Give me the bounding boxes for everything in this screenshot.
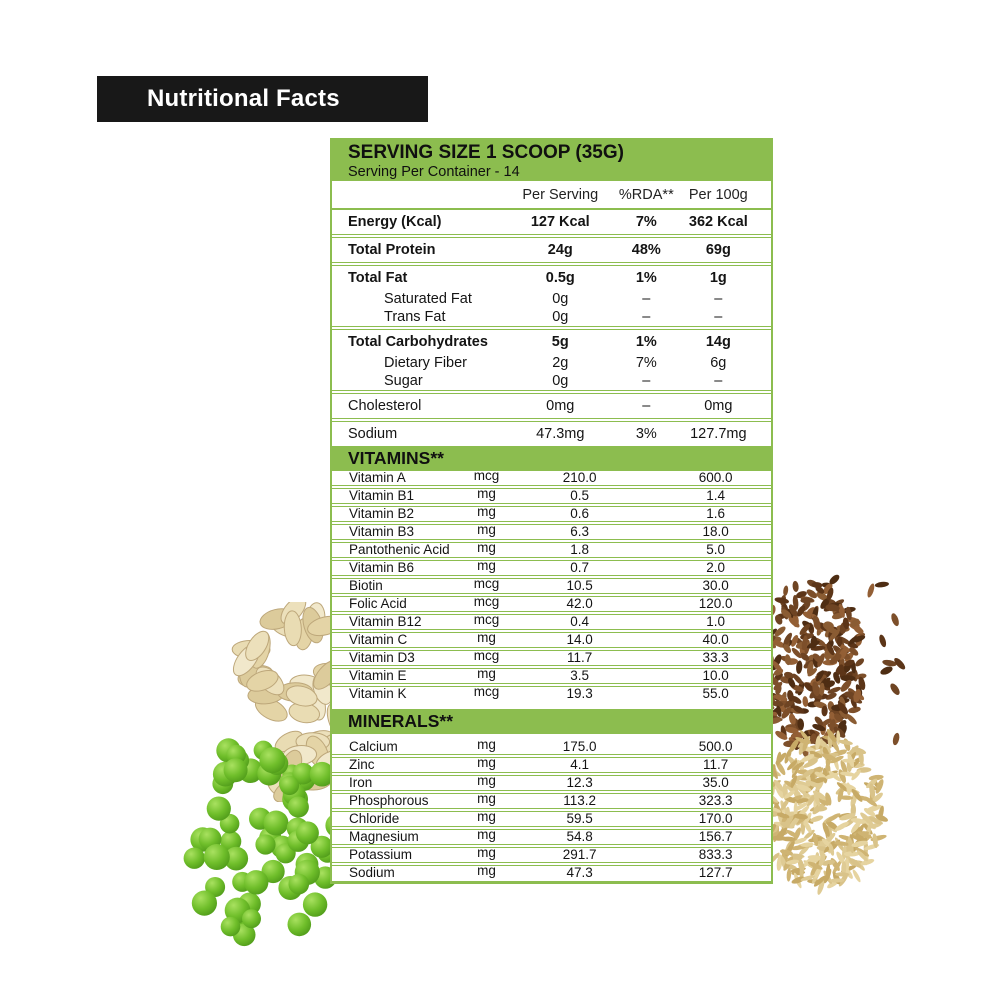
- rda-value: –: [642, 309, 651, 325]
- rda-value: 7%: [635, 214, 657, 230]
- per-serving-value: 175.0: [562, 739, 597, 754]
- brown-rice-image: [762, 728, 897, 895]
- per-serving-value: 0.5: [570, 488, 589, 503]
- per-serving-value: 11.7: [566, 650, 593, 665]
- column-per-100g: Per 100g: [688, 186, 748, 203]
- unit-value: mcg: [473, 684, 500, 699]
- table-row: [332, 540, 771, 561]
- nutrient-label: Trans Fat: [384, 309, 446, 325]
- unit-value: mcg: [473, 468, 500, 483]
- per-serving-value: 12.3: [566, 775, 593, 790]
- table-row: [332, 612, 771, 633]
- unit-value: mcg: [473, 576, 500, 591]
- mineral-label: Sodium: [349, 865, 395, 880]
- vitamin-label: Vitamin B2: [349, 506, 415, 521]
- per-100g-value: 40.0: [702, 632, 729, 647]
- table-row: [332, 290, 771, 308]
- table-row: [332, 737, 771, 758]
- table-row: [332, 266, 771, 290]
- per-serving-value: 54.8: [566, 829, 593, 844]
- per-100g-value: 127.7: [698, 865, 733, 880]
- unit-value: mg: [477, 737, 496, 752]
- vitamin-label: Vitamin B12: [349, 614, 422, 629]
- per-serving-value: 42.0: [566, 596, 593, 611]
- table-row: [332, 594, 771, 615]
- nutrient-label: Total Carbohydrates: [348, 334, 488, 350]
- per-serving-value: 2g: [552, 355, 569, 371]
- per-100g-value: 30.0: [702, 578, 729, 593]
- per-serving-value: 0.4: [570, 614, 589, 629]
- per-100g-value: 2.0: [706, 560, 726, 575]
- unit-value: mg: [477, 827, 496, 842]
- table-row: [332, 330, 771, 354]
- vitamin-label: Vitamin A: [349, 470, 406, 485]
- rda-value: 3%: [635, 426, 657, 442]
- per-100g-value: 156.7: [698, 829, 733, 844]
- table-row: [332, 630, 771, 651]
- vitamin-label: Vitamin B3: [349, 524, 415, 539]
- minerals-table: [332, 734, 771, 881]
- unit-value: mg: [477, 863, 496, 878]
- minerals-section-header: MINERALS**: [332, 709, 771, 734]
- table-row: [332, 238, 771, 266]
- unit-value: mg: [477, 558, 496, 573]
- per-serving-value: 0g: [552, 291, 569, 307]
- table-row: [332, 486, 771, 507]
- per-100g-value: 500.0: [698, 739, 733, 754]
- unit-value: mg: [477, 486, 496, 501]
- per-100g-value: 600.0: [698, 470, 733, 485]
- vitamin-label: Vitamin B1: [349, 488, 415, 503]
- unit-value: mg: [477, 522, 496, 537]
- per-serving-value: 127 Kcal: [530, 214, 590, 230]
- per-serving-value: 0.7: [570, 560, 589, 575]
- nutrient-label: Cholesterol: [348, 398, 422, 414]
- unit-value: mcg: [473, 648, 500, 663]
- mineral-label: Iron: [349, 775, 373, 790]
- nutrient-label: Sodium: [348, 426, 398, 442]
- rda-value: 7%: [635, 355, 657, 371]
- column-rda: %RDA**: [618, 186, 674, 203]
- rda-value: 1%: [635, 270, 657, 286]
- rda-value: –: [642, 291, 651, 307]
- per-100g-value: –: [714, 309, 723, 325]
- table-row: [332, 468, 771, 489]
- unit-value: mg: [477, 755, 496, 770]
- vitamin-label: Vitamin C: [349, 632, 408, 647]
- per-100g-value: 55.0: [702, 686, 729, 701]
- rda-value: –: [642, 398, 651, 414]
- nutrient-label: Total Fat: [348, 270, 408, 286]
- per-serving-value: 0.5g: [545, 270, 575, 286]
- per-serving-value: 10.5: [566, 578, 593, 593]
- table-row: [332, 372, 771, 394]
- per-serving-value: 47.3: [566, 865, 593, 880]
- table-row: [332, 791, 771, 812]
- rda-value: 1%: [635, 334, 657, 350]
- per-100g-value: –: [714, 291, 723, 307]
- mineral-label: Zinc: [349, 757, 375, 772]
- green-peas-image: [175, 733, 347, 948]
- nutrient-label: Saturated Fat: [384, 291, 472, 307]
- unit-value: mg: [477, 540, 496, 555]
- per-100g-value: 35.0: [702, 775, 729, 790]
- table-row: [332, 308, 771, 330]
- per-serving-value: 19.3: [566, 686, 593, 701]
- per-serving-value: 0g: [552, 373, 569, 389]
- per-100g-value: 69g: [705, 242, 731, 258]
- flax-seeds-image: [770, 548, 910, 758]
- nutrient-label: Energy (Kcal): [348, 214, 442, 230]
- vitamins-table: [332, 468, 771, 702]
- vitamin-label: Folic Acid: [349, 596, 407, 611]
- nutrient-label: Sugar: [384, 373, 423, 389]
- table-row: [332, 576, 771, 597]
- per-100g-value: 833.3: [698, 847, 733, 862]
- unit-value: mcg: [473, 594, 500, 609]
- unit-value: mg: [477, 809, 496, 824]
- serving-size-title: SERVING SIZE 1 SCOOP (35G): [348, 142, 624, 163]
- per-100g-value: 1.4: [706, 488, 726, 503]
- per-serving-value: 5g: [551, 334, 569, 350]
- mineral-label: Magnesium: [349, 829, 419, 844]
- unit-value: mg: [477, 504, 496, 519]
- table-row: [332, 210, 771, 238]
- page-title: Nutritional Facts: [97, 76, 428, 122]
- mineral-label: Phosphorous: [349, 793, 429, 808]
- table-row: [332, 648, 771, 669]
- per-100g-value: –: [714, 373, 723, 389]
- table-row: [332, 522, 771, 543]
- per-100g-value: 10.0: [702, 668, 729, 683]
- table-row: [332, 394, 771, 422]
- nutrient-label: Dietary Fiber: [384, 355, 467, 371]
- per-serving-value: 24g: [547, 242, 573, 258]
- per-100g-value: 0mg: [704, 398, 733, 414]
- per-serving-value: 291.7: [562, 847, 597, 862]
- per-100g-value: 1.0: [706, 614, 726, 629]
- per-serving-value: 0g: [552, 309, 569, 325]
- vitamins-section-header: VITAMINS**: [332, 446, 771, 471]
- serving-header: [332, 138, 771, 181]
- table-row: [332, 354, 771, 372]
- serving-per-container: Serving Per Container - 14: [348, 163, 520, 180]
- nutrient-label: Total Protein: [348, 242, 436, 258]
- table-row: [332, 845, 771, 866]
- per-serving-value: 0mg: [546, 398, 575, 414]
- mineral-label: Potassium: [349, 847, 413, 862]
- vitamin-label: Biotin: [349, 578, 383, 593]
- table-row: [332, 666, 771, 687]
- table-row: [332, 422, 771, 446]
- per-100g-value: 5.0: [706, 542, 726, 557]
- per-serving-value: 210.0: [562, 470, 597, 485]
- unit-value: mg: [477, 630, 496, 645]
- vitamin-label: Vitamin K: [349, 686, 407, 701]
- per-100g-value: 14g: [705, 334, 731, 350]
- vitamin-label: Vitamin E: [349, 668, 407, 683]
- unit-value: mg: [477, 773, 496, 788]
- table-row: [332, 809, 771, 830]
- per-100g-value: 170.0: [698, 811, 733, 826]
- nutrition-facts-panel: [330, 138, 773, 884]
- per-serving-value: 113.2: [563, 793, 596, 808]
- unit-value: mcg: [473, 612, 500, 627]
- per-100g-value: 33.3: [702, 650, 729, 665]
- per-100g-value: 6g: [710, 355, 727, 371]
- vitamin-label: Vitamin D3: [349, 650, 415, 665]
- per-100g-value: 362 Kcal: [688, 214, 748, 230]
- mineral-label: Chloride: [349, 811, 400, 826]
- per-serving-value: 4.1: [570, 757, 589, 772]
- per-serving-value: 47.3mg: [536, 426, 585, 442]
- per-serving-value: 3.5: [570, 668, 589, 683]
- per-100g-value: 18.0: [702, 524, 729, 539]
- table-row: [332, 558, 771, 579]
- column-per-serving: Per Serving: [522, 186, 599, 203]
- vitamin-label: Pantothenic Acid: [349, 542, 450, 557]
- vitamin-label: Vitamin B6: [349, 560, 415, 575]
- per-serving-value: 0.6: [570, 506, 589, 521]
- per-100g-value: 323.3: [698, 793, 733, 808]
- table-row: [332, 755, 771, 776]
- per-serving-value: 6.3: [570, 524, 589, 539]
- per-serving-value: 1.8: [570, 542, 589, 557]
- per-100g-value: 11.7: [703, 757, 729, 772]
- rda-value: 48%: [631, 242, 661, 258]
- per-100g-value: 1.6: [706, 506, 726, 521]
- macronutrient-table: [332, 210, 771, 446]
- column-header-row: [332, 181, 771, 210]
- table-row: [332, 863, 771, 881]
- table-row: [332, 504, 771, 525]
- unit-value: mg: [477, 845, 496, 860]
- unit-value: mg: [477, 666, 496, 681]
- unit-value: mg: [477, 791, 496, 806]
- per-serving-value: 14.0: [566, 632, 593, 647]
- table-row: [332, 773, 771, 794]
- per-100g-value: 1g: [709, 270, 727, 286]
- mineral-label: Calcium: [349, 739, 398, 754]
- table-row: [332, 684, 771, 702]
- per-100g-value: 120.0: [698, 596, 733, 611]
- rda-value: –: [642, 373, 651, 389]
- table-row: [332, 827, 771, 848]
- per-serving-value: 59.5: [566, 811, 593, 826]
- per-100g-value: 127.7mg: [690, 426, 747, 442]
